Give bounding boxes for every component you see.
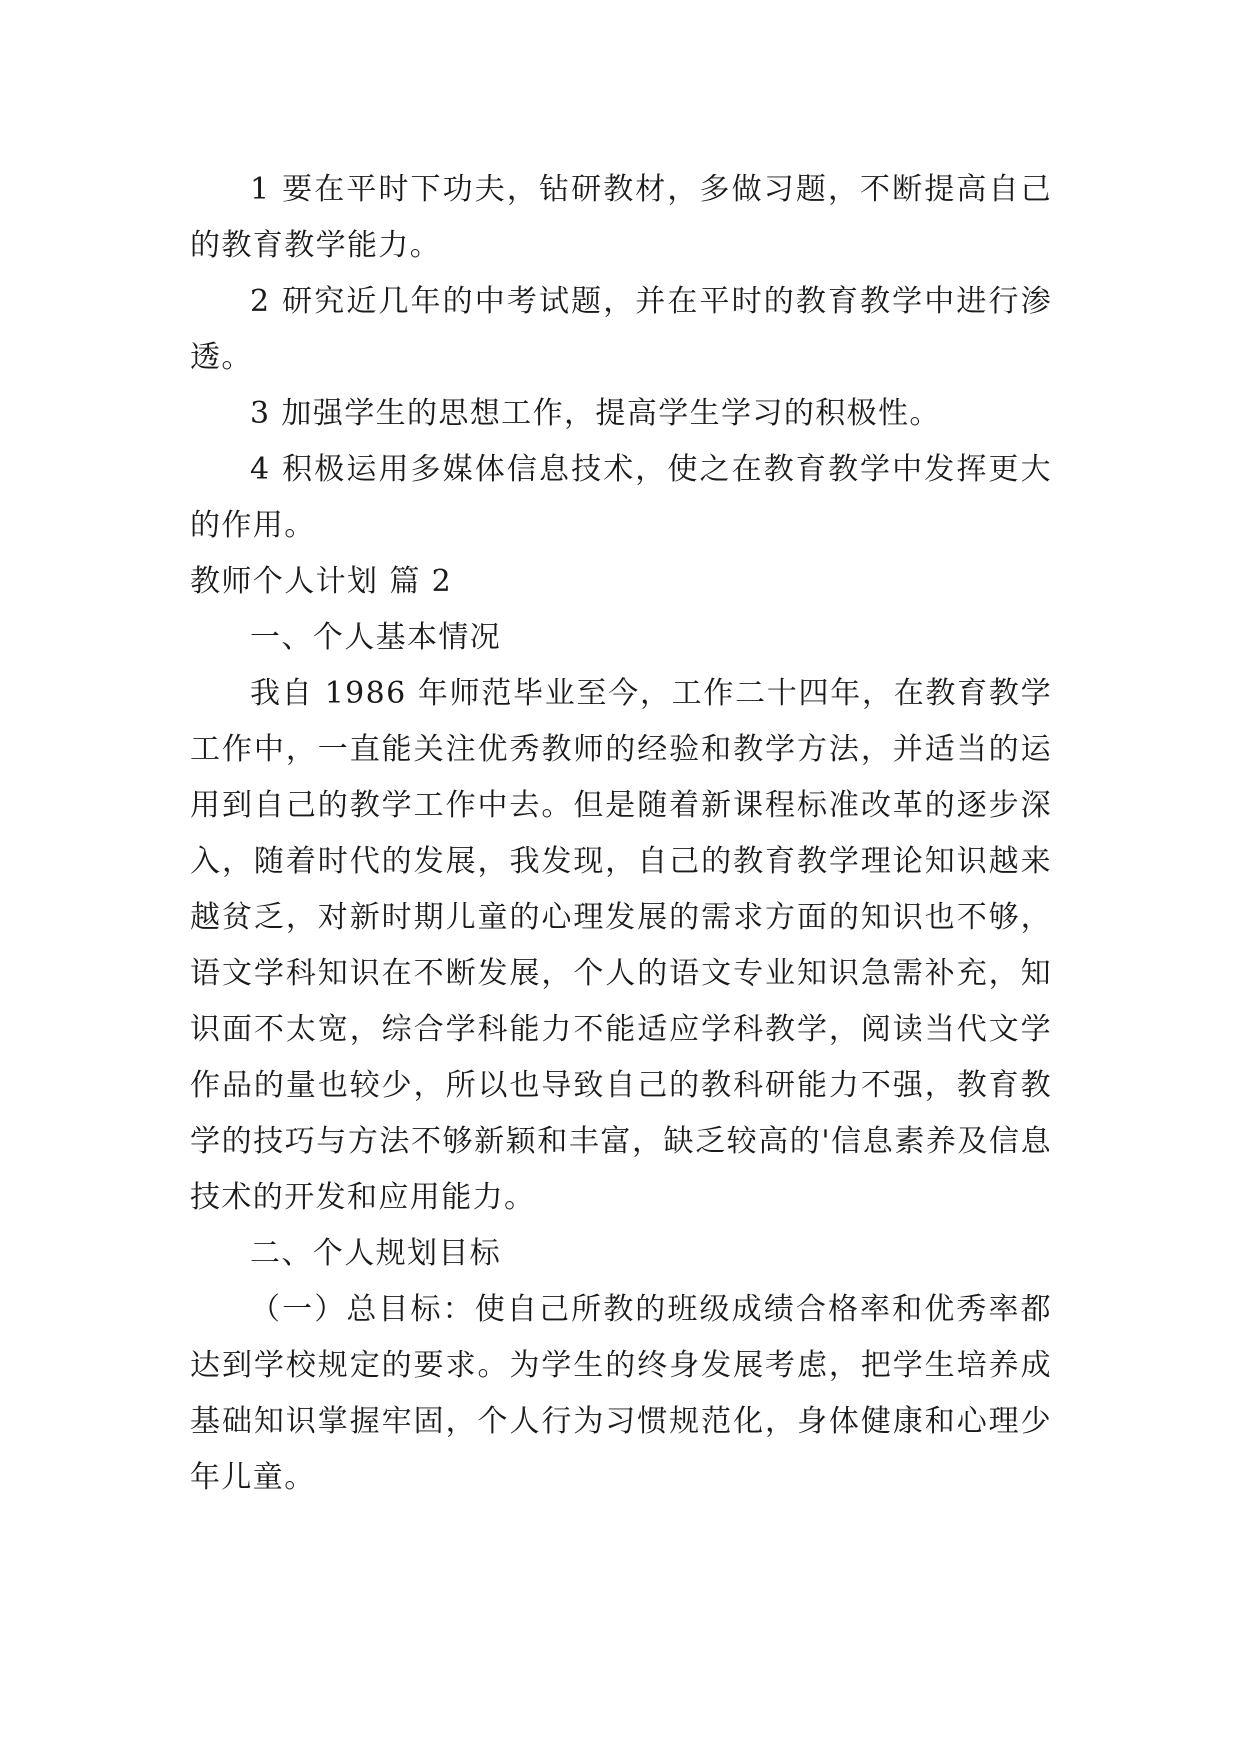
subheading-basic-info: 一、个人基本情况: [250, 620, 502, 655]
paragraph-item-2: 2 研究近几年的中考试题，并在平时的教育教学中进行渗透。: [190, 284, 1052, 375]
paragraph-item-3: 3 加强学生的思想工作，提高学生学习的积极性。: [250, 396, 941, 431]
paragraph-basic-info: 我自 1986 年师范毕业至今，工作二十四年，在教育教学工作中，一直能关注优秀教师的经验和教学方法，并适当的运用到自己的教学工作中去。但是随着新课程标准改革的逐步深入，随着时代的发展，我发现，自己的教育教学理论知识越来越贫乏，对新时期儿童的心理发展的需求方面的知识也不够，语文学科知识在不断发展，个人的语文专业知识急需补充，知识面不太宽，综合学科能力不能适应学科教学，阅读当代文学作品的量也较少，所以也导致自己的教科研能力不强，教育教学的技巧与方法不够新颖和丰富，缺乏较高的'信息素养及信息技术的开发和应用能力。: [190, 676, 1052, 1215]
paragraph-item-4: 4 积极运用多媒体信息技术，使之在教育教学中发挥更大的作用。: [190, 452, 1052, 543]
paragraph-item-1: 1 要在平时下功夫，钻研教材，多做习题，不断提高自己的教育教学能力。: [190, 172, 1052, 263]
paragraph-overall-goal: （一）总目标：使自己所教的班级成绩合格率和优秀率都达到学校规定的要求。为学生的终身发展考虑，把学生培养成基础知识掌握牢固，个人行为习惯规范化，身体健康和心理少年儿童。: [190, 1292, 1052, 1495]
subheading-goals: 二、个人规划目标: [250, 1236, 502, 1271]
document-body: [190, 162, 1052, 1506]
section-heading: 教师个人计划 篇 2: [190, 564, 453, 599]
